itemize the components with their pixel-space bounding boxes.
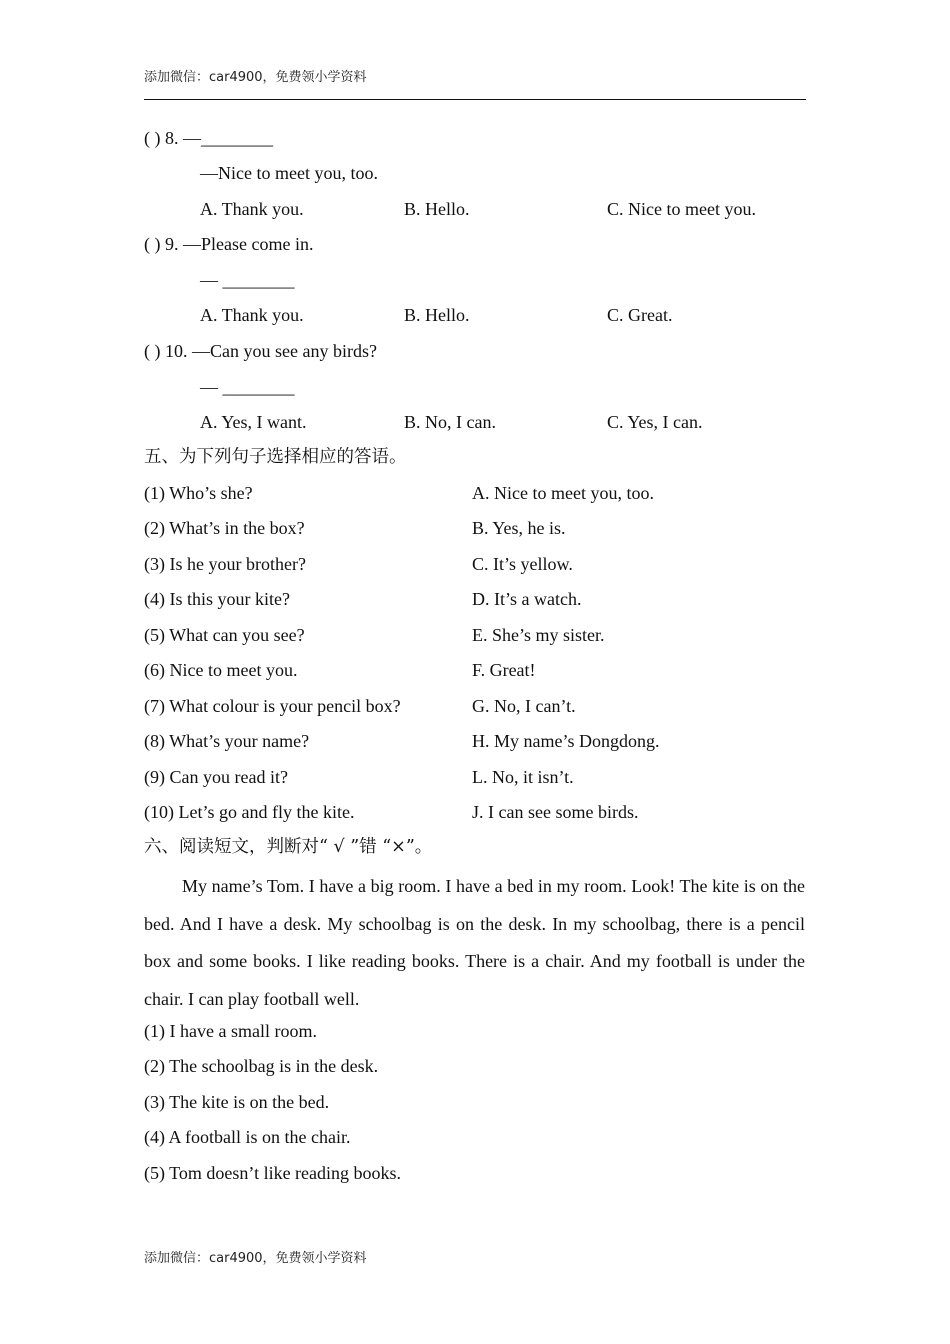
- match-question: (8) What’s your name?: [144, 731, 310, 751]
- match-answer: L. No, it isn’t.: [472, 767, 574, 787]
- match-question: (1) Who’s she?: [144, 483, 253, 503]
- match-answer: G. No, I can’t.: [472, 696, 576, 716]
- statement: (1) I have a small room.: [144, 1021, 317, 1041]
- question-stem: ( ) 8. —________: [144, 128, 273, 148]
- reading-passage: My name’s Tom. I have a big room. I have a bed in my room. Look! The kite is on the bed. And I have a desk. My schoolbag is on the desk. In my schoolbag, there is a pencil box and some books. I like reading books. There is a chair. And my football is under the chair. I can play football well.: [144, 876, 805, 1009]
- match-answer: D. It’s a watch.: [472, 589, 582, 609]
- option-c: C. Nice to meet you.: [607, 199, 756, 219]
- question-reply: —Nice to meet you, too.: [200, 163, 378, 183]
- match-answer: J. I can see some birds.: [472, 802, 639, 822]
- option-a: A. Yes, I want.: [200, 412, 307, 432]
- match-question: (4) Is this your kite?: [144, 589, 290, 609]
- option-c: C. Great.: [607, 305, 673, 325]
- match-question: (7) What colour is your pencil box?: [144, 696, 401, 716]
- option-b: B. Hello.: [404, 305, 470, 325]
- question-stem: ( ) 10. —Can you see any birds?: [144, 341, 377, 361]
- match-question: (5) What can you see?: [144, 625, 305, 645]
- statement: (4) A football is on the chair.: [144, 1127, 351, 1147]
- statement: (3) The kite is on the bed.: [144, 1092, 330, 1112]
- header-divider: [144, 99, 806, 100]
- match-question: (2) What’s in the box?: [144, 518, 305, 538]
- option-b: B. Hello.: [404, 199, 470, 219]
- match-question: (10) Let’s go and fly the kite.: [144, 802, 355, 822]
- option-a: A. Thank you.: [200, 199, 304, 219]
- match-answer: H. My name’s Dongdong.: [472, 731, 660, 751]
- page-footer: 添加微信：car4900，免费领小学资料: [144, 1251, 367, 1266]
- section-6-title: 六、阅读短文，判断对“ √ ”错 “×”。: [144, 837, 433, 857]
- statement: (2) The schoolbag is in the desk.: [144, 1056, 379, 1076]
- match-question: (9) Can you read it?: [144, 767, 288, 787]
- question-stem: ( ) 9. —Please come in.: [144, 234, 314, 254]
- match-question: (3) Is he your brother?: [144, 554, 306, 574]
- option-b: B. No, I can.: [404, 412, 496, 432]
- match-answer: B. Yes, he is.: [472, 518, 566, 538]
- section-5-title: 五、为下列句子选择相应的答语。: [144, 447, 407, 467]
- question-reply: — ________: [200, 270, 295, 290]
- match-question: (6) Nice to meet you.: [144, 660, 298, 680]
- question-reply: — ________: [200, 377, 295, 397]
- match-answer: C. It’s yellow.: [472, 554, 573, 574]
- match-answer: F. Great!: [472, 660, 536, 680]
- page-header: 添加微信：car4900，免费领小学资料: [144, 70, 367, 85]
- match-answer: A. Nice to meet you, too.: [472, 483, 654, 503]
- option-a: A. Thank you.: [200, 305, 304, 325]
- option-c: C. Yes, I can.: [607, 412, 703, 432]
- match-answer: E. She’s my sister.: [472, 625, 605, 645]
- statement: (5) Tom doesn’t like reading books.: [144, 1163, 402, 1183]
